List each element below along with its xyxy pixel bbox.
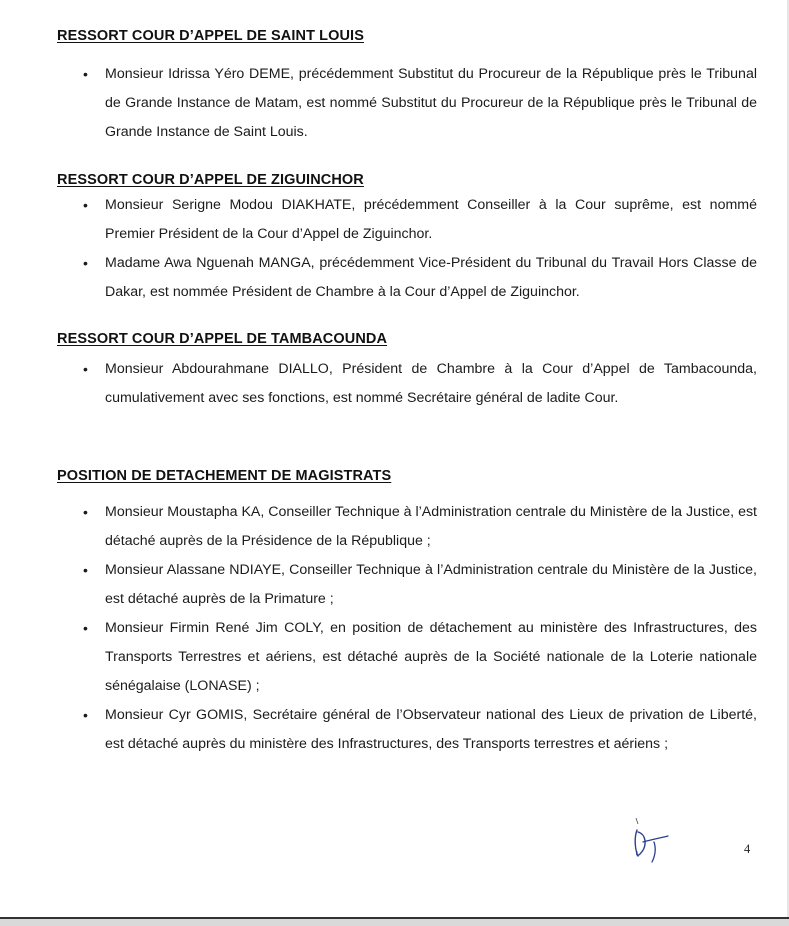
section-heading: RESSORT COUR D’APPEL DE SAINT LOUIS <box>57 28 364 44</box>
list-item <box>57 614 757 701</box>
list-item <box>57 191 757 249</box>
section-heading: POSITION DE DETACHEMENT DE MAGISTRATS <box>57 468 392 484</box>
list-item <box>57 498 757 556</box>
bullet-icon: • <box>83 620 88 636</box>
section-saint-louis <box>57 28 757 147</box>
bullet-icon: • <box>83 361 88 377</box>
list-item <box>57 355 757 413</box>
item-text: Monsieur Cyr GOMIS, Secrétaire général de l’Observateur national des Lieux de privation de Liberté, est détaché auprès du ministère des Infrastructures, des Transports terrestres et aériens ; <box>105 707 757 752</box>
section-detachement <box>57 468 757 759</box>
bullet-icon: • <box>83 197 88 213</box>
section-ziguinchor <box>57 172 757 307</box>
item-text: Monsieur Abdourahmane DIALLO, Président de Chambre à la Cour d’Appel de Tambacounda, cumulativement avec ses fonctions, est nommé Secrétaire général de ladite Cour. <box>105 361 757 406</box>
item-text: Monsieur Serigne Modou DIAKHATE, précédemment Conseiller à la Cour suprême, est nommé Premier Président de la Cour d’Appel de Ziguinchor. <box>105 197 757 242</box>
bullet-icon: • <box>83 504 88 520</box>
item-list <box>57 498 757 759</box>
page-number: 4 <box>744 842 751 856</box>
bullet-icon: • <box>83 707 88 723</box>
signature-initials-icon <box>630 812 678 864</box>
item-list <box>57 60 757 147</box>
item-text: Monsieur Idrissa Yéro DEME, précédemment Substitut du Procureur de la République près le Tribunal de Grande Instance de Matam, est nommé Substitut du Procureur de la République près le Tribunal de Grande Instance de Saint Louis. <box>105 66 757 140</box>
list-item <box>57 249 757 307</box>
bullet-icon: • <box>83 255 88 271</box>
item-text: Monsieur Moustapha KA, Conseiller Technique à l’Administration centrale du Ministère de la Justice, est détaché auprès de la Présidence de la République ; <box>105 504 757 549</box>
list-item <box>57 60 757 147</box>
bullet-icon: • <box>83 66 88 82</box>
item-text: Monsieur Alassane NDIAYE, Conseiller Technique à l’Administration centrale du Ministère de la Justice, est détaché auprès de la Primature ; <box>105 562 757 607</box>
item-list <box>57 355 757 413</box>
list-item <box>57 701 757 759</box>
page-bottom-shadow <box>0 919 789 926</box>
bullet-icon: • <box>83 562 88 578</box>
section-tambacounda <box>57 331 757 413</box>
item-text: Madame Awa Nguenah MANGA, précédemment Vice-Président du Tribunal du Travail Hors Classe de Dakar, est nommée Président de Chambre à la Cour d’Appel de Ziguinchor. <box>105 255 757 300</box>
section-heading: RESSORT COUR D’APPEL DE ZIGUINCHOR <box>57 172 364 188</box>
item-list <box>57 191 757 307</box>
item-text: Monsieur Firmin René Jim COLY, en position de détachement au ministère des Infrastructures, des Transports Terrestres et aériens, est détaché auprès de la Société nationale de la Loterie nationale sénégalaise (LONASE) ; <box>105 620 757 694</box>
list-item <box>57 556 757 614</box>
section-heading: RESSORT COUR D’APPEL DE TAMBACOUNDA <box>57 331 388 347</box>
